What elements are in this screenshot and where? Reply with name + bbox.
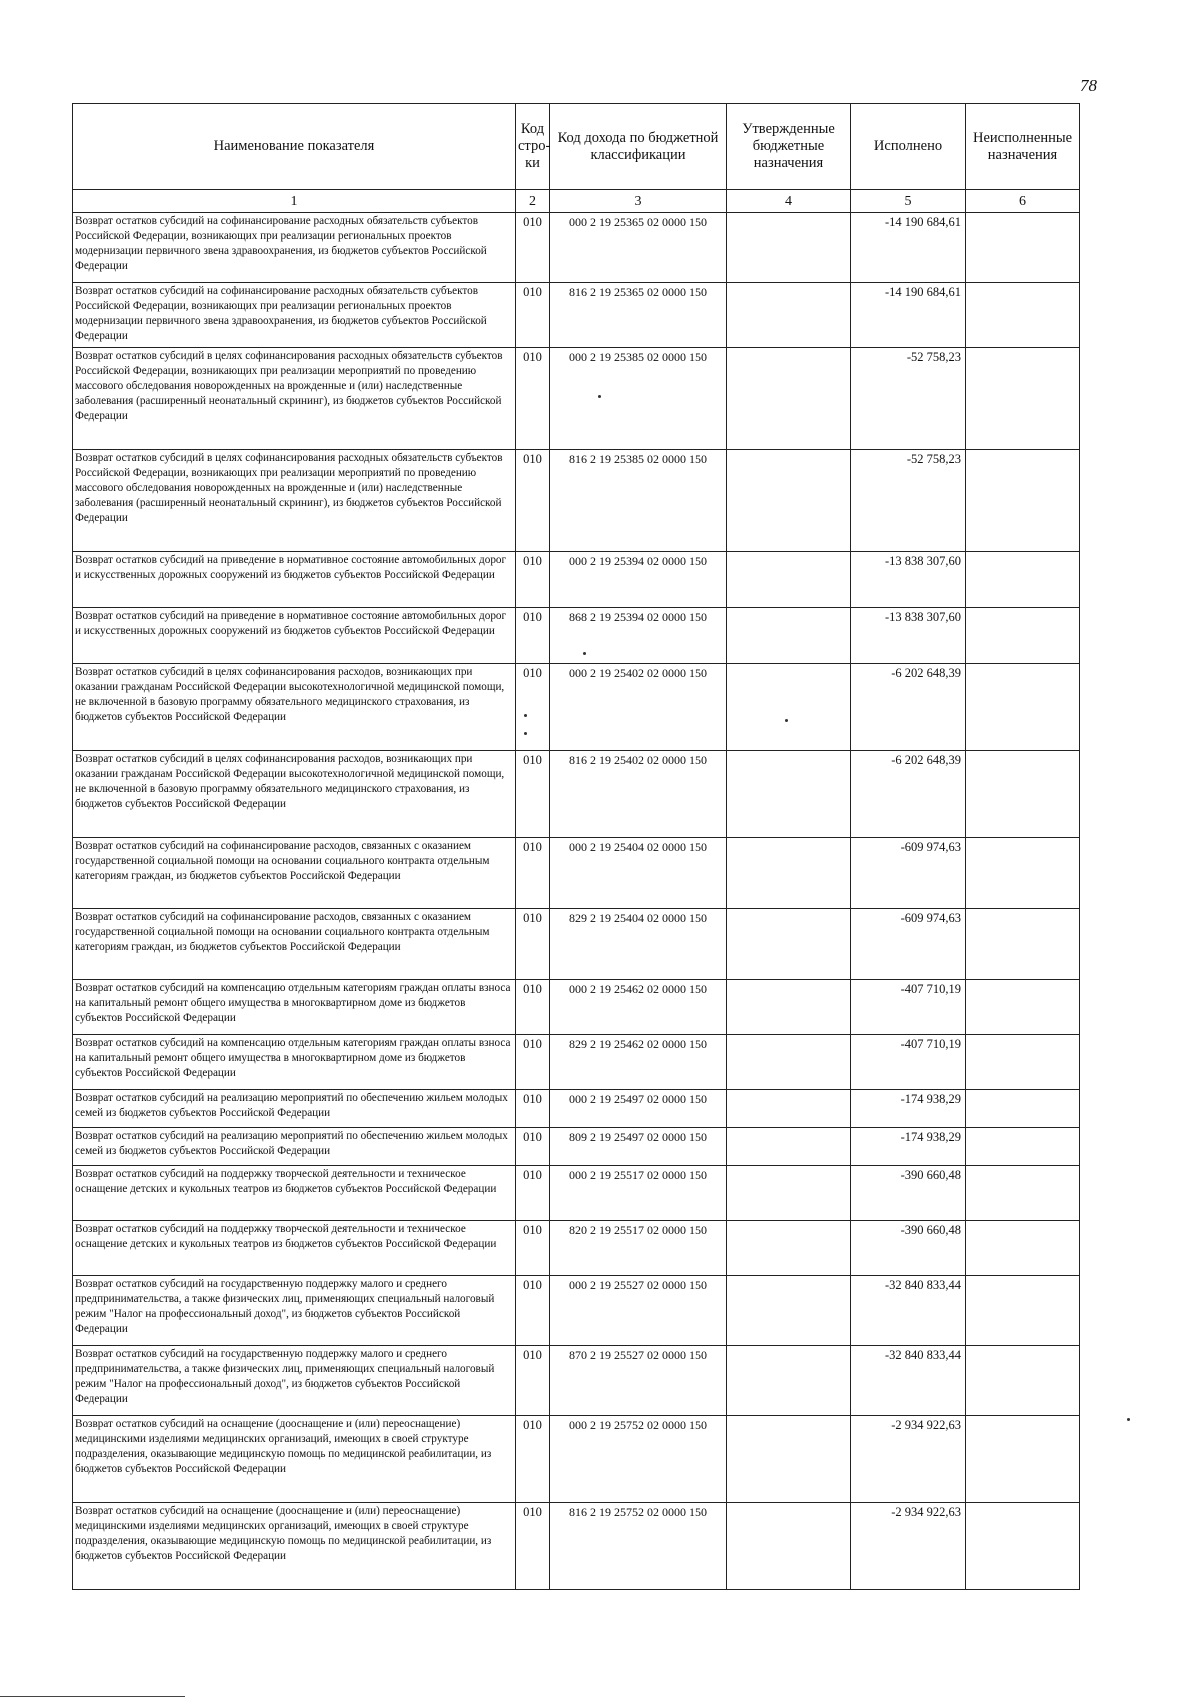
indicator-name-cell: Возврат остатков субсидий на софинансирование расходных обязательств субъектов Российской Федерации, возникающих при реализации региональных проектов модернизации первичного звена здравоохранения, из бюджетов субъектов Российской Федерации	[73, 283, 516, 348]
income-code-cell: 000 2 19 25394 02 0000 150	[550, 552, 727, 608]
line-code-cell: 010	[516, 1346, 550, 1416]
approved-cell	[727, 664, 851, 751]
line-code-cell: 010	[516, 348, 550, 450]
indicator-name-cell: Возврат остатков субсидий в целях софинансирования расходных обязательств субъектов Российской Федерации, возникающих при реализации мероприятий по проведению массового обследования новорожденных на врожденные и (или) наследственные заболевания (расширенный неонатальный скрининг), из бюджетов субъектов Российской Федерации	[73, 450, 516, 552]
income-code-cell: 000 2 19 25365 02 0000 150	[550, 213, 727, 283]
header-unexecuted: Неисполненные назначения	[966, 104, 1080, 190]
line-code-cell: 010	[516, 213, 550, 283]
line-code-cell: 010	[516, 283, 550, 348]
table-row	[73, 1128, 1080, 1166]
indicator-name-cell: Возврат остатков субсидий на оснащение (дооснащение и (или) переоснащение) медицинскими изделиями медицинских организаций, имеющих в своей структуре подразделения, оказывающие медицинскую помощь по медицинской реабилитации, из бюджетов субъектов Российской Федерации	[73, 1416, 516, 1503]
approved-cell	[727, 980, 851, 1035]
approved-cell	[727, 552, 851, 608]
table-row	[73, 348, 1080, 450]
unexecuted-cell	[966, 664, 1080, 751]
approved-cell	[727, 751, 851, 838]
budget-report-table	[72, 103, 1080, 1590]
header-income-code: Код дохода по бюджетной классификации	[550, 104, 727, 190]
approved-cell	[727, 213, 851, 283]
income-code-cell: 000 2 19 25752 02 0000 150	[550, 1416, 727, 1503]
indicator-name-cell: Возврат остатков субсидий в целях софинансирования расходов, возникающих при оказании гражданам Российской Федерации высокотехнологичной медицинской помощи, не включенной в базовую программу обязательного медицинского страхования, из бюджетов субъектов Российской Федерации	[73, 751, 516, 838]
income-code-cell: 816 2 19 25402 02 0000 150	[550, 751, 727, 838]
income-code-cell: 000 2 19 25402 02 0000 150	[550, 664, 727, 751]
line-code-cell: 010	[516, 1221, 550, 1276]
income-code-cell: 000 2 19 25527 02 0000 150	[550, 1276, 727, 1346]
footer-rule	[0, 1696, 185, 1697]
unexecuted-cell	[966, 980, 1080, 1035]
line-code-cell: 010	[516, 1090, 550, 1128]
income-code-cell: 820 2 19 25517 02 0000 150	[550, 1221, 727, 1276]
table-row	[73, 552, 1080, 608]
executed-cell: -174 938,29	[851, 1128, 966, 1166]
indicator-name-cell: Возврат остатков субсидий на реализацию мероприятий по обеспечению жильем молодых семей из бюджетов субъектов Российской Федерации	[73, 1128, 516, 1166]
column-number: 3	[550, 190, 727, 213]
executed-cell: -52 758,23	[851, 450, 966, 552]
indicator-name-cell: Возврат остатков субсидий на компенсацию отдельным категориям граждан оплаты взноса на капитальный ремонт общего имущества в многоквартирном доме из бюджетов субъектов Российской Федерации	[73, 1035, 516, 1090]
header-row	[73, 104, 1080, 190]
indicator-name-cell: Возврат остатков субсидий на приведение в нормативное состояние автомобильных дорог и искусственных дорожных сооружений из бюджетов субъектов Российской Федерации	[73, 552, 516, 608]
executed-cell: -390 660,48	[851, 1221, 966, 1276]
executed-cell: -32 840 833,44	[851, 1276, 966, 1346]
unexecuted-cell	[966, 552, 1080, 608]
executed-cell: -407 710,19	[851, 1035, 966, 1090]
table-row	[73, 1035, 1080, 1090]
table-row	[73, 980, 1080, 1035]
indicator-name-cell: Возврат остатков субсидий на софинансирование расходных обязательств субъектов Российской Федерации, возникающих при реализации региональных проектов модернизации первичного звена здравоохранения, из бюджетов субъектов Российской Федерации	[73, 213, 516, 283]
line-code-cell: 010	[516, 1166, 550, 1221]
executed-cell: -13 838 307,60	[851, 552, 966, 608]
table-row	[73, 838, 1080, 909]
unexecuted-cell	[966, 1128, 1080, 1166]
table-row	[73, 909, 1080, 980]
line-code-cell: 010	[516, 1128, 550, 1166]
line-code-cell: 010	[516, 608, 550, 664]
indicator-name-cell: Возврат остатков субсидий в целях софинансирования расходных обязательств субъектов Российской Федерации, возникающих при реализации мероприятий по проведению массового обследования новорожденных на врожденные и (или) наследственные заболевания (расширенный неонатальный скрининг), из бюджетов субъектов Российской Федерации	[73, 348, 516, 450]
line-code-cell: 010	[516, 1503, 550, 1590]
column-number: 2	[516, 190, 550, 213]
line-code-cell: 010	[516, 838, 550, 909]
executed-cell: -609 974,63	[851, 838, 966, 909]
executed-cell: -2 934 922,63	[851, 1416, 966, 1503]
table-body	[73, 213, 1080, 1590]
approved-cell	[727, 450, 851, 552]
approved-cell	[727, 1276, 851, 1346]
unexecuted-cell	[966, 1416, 1080, 1503]
line-code-cell: 010	[516, 980, 550, 1035]
table-row	[73, 1166, 1080, 1221]
header-executed: Исполнено	[851, 104, 966, 190]
executed-cell: -14 190 684,61	[851, 283, 966, 348]
scan-speck	[1127, 1418, 1130, 1421]
income-code-cell: 816 2 19 25385 02 0000 150	[550, 450, 727, 552]
column-number-row	[73, 190, 1080, 213]
approved-cell	[727, 909, 851, 980]
line-code-cell: 010	[516, 751, 550, 838]
line-code-cell: 010	[516, 552, 550, 608]
unexecuted-cell	[966, 909, 1080, 980]
table-row	[73, 1090, 1080, 1128]
approved-cell	[727, 348, 851, 450]
income-code-cell: 829 2 19 25404 02 0000 150	[550, 909, 727, 980]
executed-cell: -52 758,23	[851, 348, 966, 450]
column-number: 4	[727, 190, 851, 213]
executed-cell: -6 202 648,39	[851, 664, 966, 751]
approved-cell	[727, 1221, 851, 1276]
indicator-name-cell: Возврат остатков субсидий на оснащение (дооснащение и (или) переоснащение) медицинскими изделиями медицинских организаций, имеющих в своей структуре подразделения, оказывающие медицинскую помощь по медицинской реабилитации, из бюджетов субъектов Российской Федерации	[73, 1503, 516, 1590]
table-row	[73, 608, 1080, 664]
indicator-name-cell: Возврат остатков субсидий на государственную поддержку малого и среднего предпринимательства, а также физических лиц, применяющих специальный налоговый режим "Налог на профессиональный доход", из бюджетов субъектов Российской Федерации	[73, 1346, 516, 1416]
line-code-cell: 010	[516, 1416, 550, 1503]
column-number: 1	[73, 190, 516, 213]
page-number: 78	[1080, 76, 1097, 95]
approved-cell	[727, 283, 851, 348]
executed-cell: -609 974,63	[851, 909, 966, 980]
table-row	[73, 664, 1080, 751]
income-code-cell: 868 2 19 25394 02 0000 150	[550, 608, 727, 664]
executed-cell: -32 840 833,44	[851, 1346, 966, 1416]
table-row	[73, 751, 1080, 838]
header-approved: Утвержденные бюджетные назначения	[727, 104, 851, 190]
line-code-cell: 010	[516, 664, 550, 751]
indicator-name-cell: Возврат остатков субсидий на приведение в нормативное состояние автомобильных дорог и искусственных дорожных сооружений из бюджетов субъектов Российской Федерации	[73, 608, 516, 664]
unexecuted-cell	[966, 1221, 1080, 1276]
income-code-cell: 816 2 19 25752 02 0000 150	[550, 1503, 727, 1590]
unexecuted-cell	[966, 608, 1080, 664]
indicator-name-cell: Возврат остатков субсидий на поддержку творческой деятельности и техническое оснащение детских и кукольных театров из бюджетов субъектов Российской Федерации	[73, 1221, 516, 1276]
header-line-code: Код стро- ки	[516, 104, 550, 190]
table-row	[73, 1503, 1080, 1590]
approved-cell	[727, 1416, 851, 1503]
unexecuted-cell	[966, 450, 1080, 552]
unexecuted-cell	[966, 1346, 1080, 1416]
table-row	[73, 213, 1080, 283]
unexecuted-cell	[966, 213, 1080, 283]
income-code-cell: 000 2 19 25517 02 0000 150	[550, 1166, 727, 1221]
unexecuted-cell	[966, 1035, 1080, 1090]
approved-cell	[727, 1128, 851, 1166]
table-row	[73, 450, 1080, 552]
unexecuted-cell	[966, 348, 1080, 450]
indicator-name-cell: Возврат остатков субсидий на софинансирование расходов, связанных с оказанием государственной социальной помощи на основании социального контракта отдельным категориям граждан, из бюджетов субъектов Российской Федерации	[73, 909, 516, 980]
approved-cell	[727, 1090, 851, 1128]
income-code-cell: 000 2 19 25385 02 0000 150	[550, 348, 727, 450]
line-code-cell: 010	[516, 450, 550, 552]
scan-speck	[524, 732, 527, 735]
income-code-cell: 809 2 19 25497 02 0000 150	[550, 1128, 727, 1166]
table-row	[73, 1346, 1080, 1416]
approved-cell	[727, 1503, 851, 1590]
table-row	[73, 283, 1080, 348]
table-row	[73, 1221, 1080, 1276]
scan-speck	[785, 719, 788, 722]
column-number: 5	[851, 190, 966, 213]
header-indicator-name: Наименование показателя	[73, 104, 516, 190]
table-row	[73, 1416, 1080, 1503]
unexecuted-cell	[966, 1276, 1080, 1346]
approved-cell	[727, 1035, 851, 1090]
executed-cell: -2 934 922,63	[851, 1503, 966, 1590]
approved-cell	[727, 608, 851, 664]
approved-cell	[727, 1166, 851, 1221]
executed-cell: -6 202 648,39	[851, 751, 966, 838]
scan-speck	[583, 652, 586, 655]
income-code-cell: 000 2 19 25497 02 0000 150	[550, 1090, 727, 1128]
executed-cell: -13 838 307,60	[851, 608, 966, 664]
indicator-name-cell: Возврат остатков субсидий на софинансирование расходов, связанных с оказанием государственной социальной помощи на основании социального контракта отдельным категориям граждан, из бюджетов субъектов Российской Федерации	[73, 838, 516, 909]
line-code-cell: 010	[516, 1276, 550, 1346]
approved-cell	[727, 1346, 851, 1416]
column-number: 6	[966, 190, 1080, 213]
executed-cell: -14 190 684,61	[851, 213, 966, 283]
income-code-cell: 000 2 19 25404 02 0000 150	[550, 838, 727, 909]
income-code-cell: 000 2 19 25462 02 0000 150	[550, 980, 727, 1035]
table-row	[73, 1276, 1080, 1346]
line-code-cell: 010	[516, 1035, 550, 1090]
executed-cell: -407 710,19	[851, 980, 966, 1035]
unexecuted-cell	[966, 283, 1080, 348]
income-code-cell: 816 2 19 25365 02 0000 150	[550, 283, 727, 348]
indicator-name-cell: Возврат остатков субсидий в целях софинансирования расходов, возникающих при оказании гражданам Российской Федерации высокотехнологичной медицинской помощи, не включенной в базовую программу обязательного медицинского страхования, из бюджетов субъектов Российской Федерации	[73, 664, 516, 751]
approved-cell	[727, 838, 851, 909]
unexecuted-cell	[966, 1166, 1080, 1221]
unexecuted-cell	[966, 751, 1080, 838]
scan-speck	[598, 395, 601, 398]
line-code-cell: 010	[516, 909, 550, 980]
indicator-name-cell: Возврат остатков субсидий на компенсацию отдельным категориям граждан оплаты взноса на капитальный ремонт общего имущества в многоквартирном доме из бюджетов субъектов Российской Федерации	[73, 980, 516, 1035]
income-code-cell: 870 2 19 25527 02 0000 150	[550, 1346, 727, 1416]
executed-cell: -174 938,29	[851, 1090, 966, 1128]
indicator-name-cell: Возврат остатков субсидий на государственную поддержку малого и среднего предпринимательства, а также физических лиц, применяющих специальный налоговый режим "Налог на профессиональный доход", из бюджетов субъектов Российской Федерации	[73, 1276, 516, 1346]
executed-cell: -390 660,48	[851, 1166, 966, 1221]
unexecuted-cell	[966, 838, 1080, 909]
scan-speck	[524, 714, 527, 717]
unexecuted-cell	[966, 1503, 1080, 1590]
unexecuted-cell	[966, 1090, 1080, 1128]
income-code-cell: 829 2 19 25462 02 0000 150	[550, 1035, 727, 1090]
indicator-name-cell: Возврат остатков субсидий на поддержку творческой деятельности и техническое оснащение детских и кукольных театров из бюджетов субъектов Российской Федерации	[73, 1166, 516, 1221]
indicator-name-cell: Возврат остатков субсидий на реализацию мероприятий по обеспечению жильем молодых семей из бюджетов субъектов Российской Федерации	[73, 1090, 516, 1128]
